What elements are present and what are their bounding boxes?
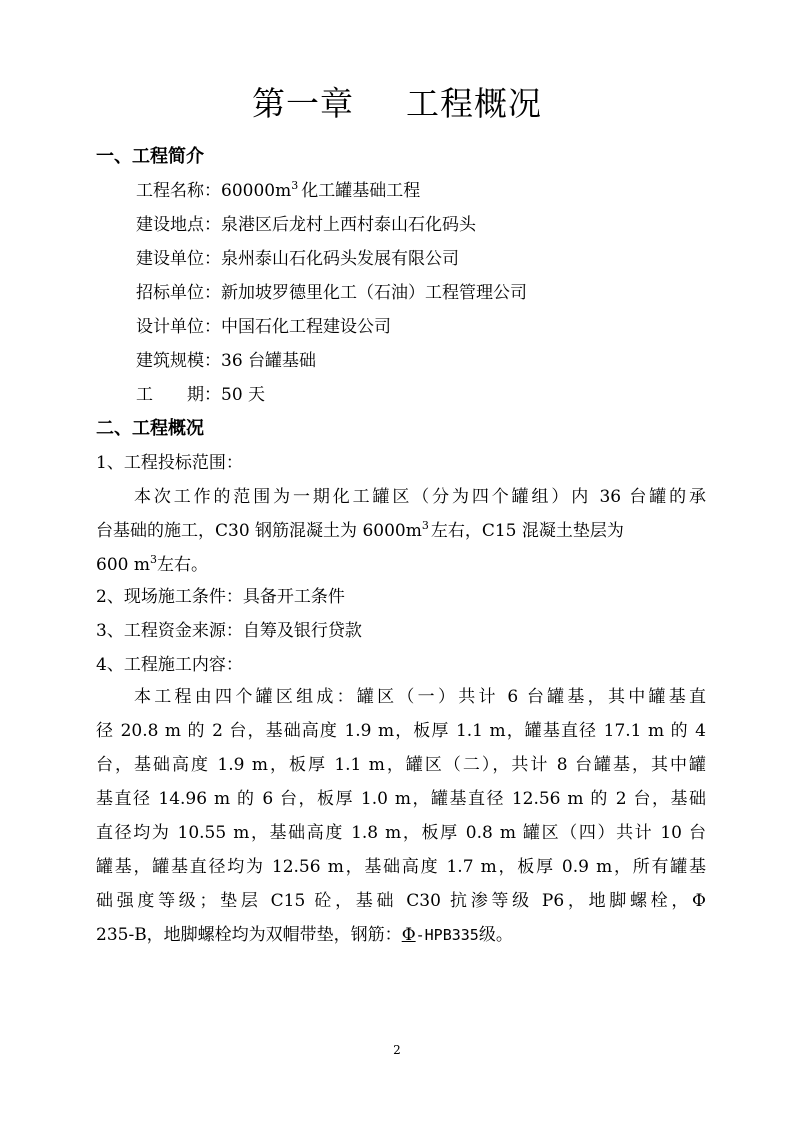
chapter-name: 工程概况 [406, 84, 542, 123]
funding-line: 3、工程资金来源：自筹及银行贷款 [96, 621, 362, 641]
design-line: 设计单位：中国石化工程建设公司 [136, 317, 391, 337]
content-title: 4、工程施工内容： [96, 655, 243, 675]
scope-paragraph: 本次工作的范围为一期化工罐区（分为四个罐组）内 36 台罐的承 台基础的施工，C30 钢筋混凝土为 $6000m^3$ 左右，C15 混凝土垫层为 600 $m^3$左右。 [96, 487, 706, 575]
duration-line: 工 期：50 天 [136, 385, 266, 405]
location-line: 建设地点：泉港区后龙村上西村泰山石化码头 [136, 215, 476, 235]
tender-line: 招标单位：新加坡罗德里化工（石油）工程管理公司 [136, 283, 527, 303]
owner-line: 建设单位：泉州泰山石化码头发展有限公司 [136, 249, 459, 269]
content-paragraph: 本工程由四个罐区组成：罐区（一）共计 6 台罐基，其中罐基直 径 20.8 m 的 2 台，基础高度 1.9 m，板厚 1.1 m，罐基直径 17.1 m 的 4 台，基础高度 1.9 m，板厚 1.1 m，罐区（二），共计 8 台罐基，其中罐 基直径 14.96 m 的 6 台，板厚 1.0 m，罐基直径 12.56 m 的 2 台，基础 直径均为 10.55 m，基础高度 1.8 m，板厚 0.8 m 罐区（四）共计 10 台 罐基，罐基直径均为 12.56 m，基础高度 1.7 m，板厚 0.9 m，所有罐基 础强度等级；垫层 C15 砼，基础 C30 抗渗等级 P6，地脚螺栓，Φ 235-B，地脚螺栓均为双帽带垫，钢筋：Φ-HPB335级。 [96, 687, 706, 945]
conditions-line: 2、现场施工条件：具备开工条件 [96, 587, 345, 607]
section-heading-1: 一、工程简介 [96, 146, 204, 167]
page-number: 2 [393, 1043, 401, 1057]
section-heading-2: 二、工程概况 [96, 418, 204, 439]
scope-title: 1、工程投标范围： [96, 453, 243, 473]
rebar-symbol: Φ [401, 925, 416, 945]
scale-line: 建筑规模：36 台罐基础 [136, 351, 317, 371]
project-name-line: 工程名称：$60000m^3$ 化工罐基础工程 [136, 179, 421, 201]
chapter-number: 第一章 [252, 84, 354, 123]
chapter-title [0, 80, 794, 128]
